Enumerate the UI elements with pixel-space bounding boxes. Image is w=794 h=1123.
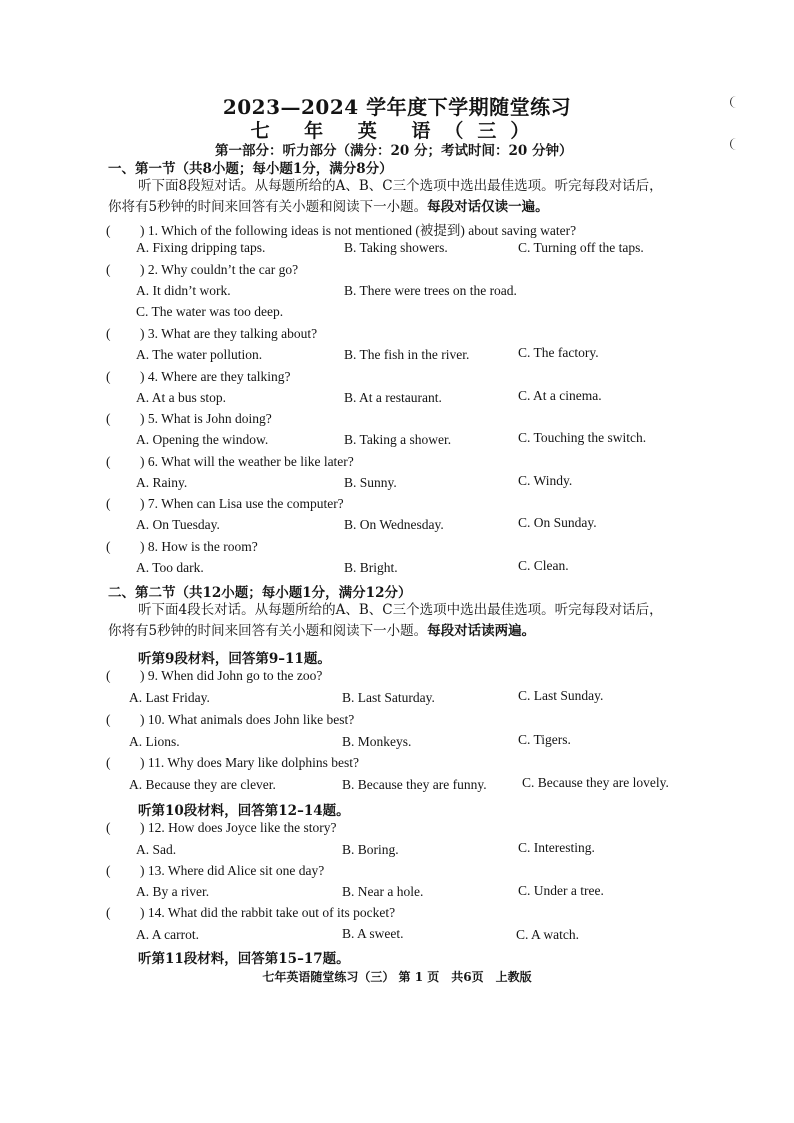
option-c: C. Tigers. [518,732,571,747]
question-12: ( ) 12. How does Joyce like the story? [106,820,337,835]
option-b: B. Taking showers. [344,240,448,255]
section1-title: 一、第一节（共8小题；每小题1分，满分8分） [108,161,393,177]
page-footer: 七年英语随堂练习（三） 第 1 页 共6页 上教版 [262,970,532,984]
question-11: ( ) 11. Why does Mary like dolphins best? [106,755,359,770]
material-11-heading: 听第11段材料，回答第15–17题。 [138,951,350,967]
instr-bold: 每段对话仅读一遍。 [427,199,549,215]
option-b: B. Taking a shower. [344,432,452,447]
option-b: B. Near a hole. [342,884,424,899]
option-c: C. A watch. [516,927,579,942]
question-3: ( ) 3. What are they talking about? [106,326,318,341]
option-a: A. Last Friday. [129,690,210,705]
option-b: B. Bright. [344,560,398,575]
question-8: ( ) 8. How is the room? [106,539,258,554]
option-a: A. Because they are clever. [129,777,276,792]
instr-line [108,197,708,218]
option-a: A. By a river. [136,884,210,899]
material-9-heading: 听第9段材料，回答第9–11题。 [138,651,331,667]
question-10: ( ) 10. What animals does John like best? [106,712,355,727]
option-a: A. The water pollution. [136,347,263,362]
option-a: A. Opening the window. [136,432,269,447]
option-b: B. Sunny. [344,475,397,490]
question-4: ( ) 4. Where are they talking? [106,369,291,384]
option-a: A. A carrot. [136,927,199,942]
option-a: A. Sad. [136,842,177,857]
instr-bold: 每段对话读两遍。 [427,623,536,639]
option-b: B. Monkeys. [342,734,412,749]
section2-title: 二、第二节（共12小题；每小题1分，满分12分） [108,585,412,601]
option-c: C. Turning off the taps. [518,240,644,255]
option-a: A. It didn’t work. [136,283,231,298]
option-a: A. On Tuesday. [136,517,220,532]
option-b: B. On Wednesday. [344,517,444,532]
option-b: B. The fish in the river. [344,347,470,362]
question-14: ( ) 14. What did the rabbit take out of its pocket? [106,905,396,920]
option-a: A. Too dark. [136,560,204,575]
instr-text: 你将有5秒钟的时间来回答有关小题和阅读下一小题。 [108,199,428,215]
question-5: ( ) 5. What is John doing? [106,411,272,426]
section2-instructions [108,600,708,642]
option-c: C. Interesting. [518,840,595,855]
option-b: B. There were trees on the road. [344,283,517,298]
option-c: C. Windy. [518,473,573,488]
instr-text: 你将有5秒钟的时间来回答有关小题和阅读下一小题。 [108,623,428,639]
question-6: ( ) 6. What will the weather be like later? [106,454,354,469]
option-c: C. Touching the switch. [518,430,647,445]
question-2: ( ) 2. Why couldn’t the car go? [106,262,299,277]
section1-instructions [108,176,708,218]
option-c: C. Because they are lovely. [522,775,669,790]
option-b: B. Boring. [342,842,399,857]
option-a: A. Rainy. [136,475,188,490]
question-9: ( ) 9. When did John go to the zoo? [106,668,323,683]
option-a: A. At a bus stop. [136,390,227,405]
option-b: B. Because they are funny. [342,777,487,792]
option-b: B. A sweet. [342,926,404,941]
option-c: C. On Sunday. [518,515,597,530]
instr-line: 听下面4段长对话。从每题所给的A、B、C三个选项中选出最佳选项。听完每段对话后， [138,602,663,618]
option-c: C. Under a tree. [518,883,604,898]
option-a: A. Lions. [129,734,180,749]
instr-line [108,621,708,642]
option-b: B. At a restaurant. [344,390,442,405]
part-header: 第一部分：听力部分（满分：20 分；考试时间：20 分钟） [215,143,573,159]
option-b: B. Last Saturday. [342,690,435,705]
material-10-heading: 听第10段材料，回答第12–14题。 [138,803,350,819]
question-13: ( ) 13. Where did Alice sit one day? [106,863,325,878]
option-c: C. The factory. [518,345,599,360]
instr-line: 听下面8段短对话。从每题所给的A、B、C三个选项中选出最佳选项。听完每段对话后， [138,178,663,194]
exam-title: 2023—2024 学年度下学期随堂练习 [222,95,572,119]
question-7: ( ) 7. When can Lisa use the computer? [106,496,344,511]
question-1: ( ) 1. Which of the following ideas is not mentioned (被提到) about saving water? [106,223,577,238]
option-a: A. Fixing dripping taps. [136,240,266,255]
option-c: C. Clean. [518,558,569,573]
option-c: C. At a cinema. [518,388,602,403]
exam-subtitle: 七 年 英 语（三） [250,120,544,142]
option-c: C. The water was too deep. [136,304,284,319]
option-c: C. Last Sunday. [518,688,604,703]
